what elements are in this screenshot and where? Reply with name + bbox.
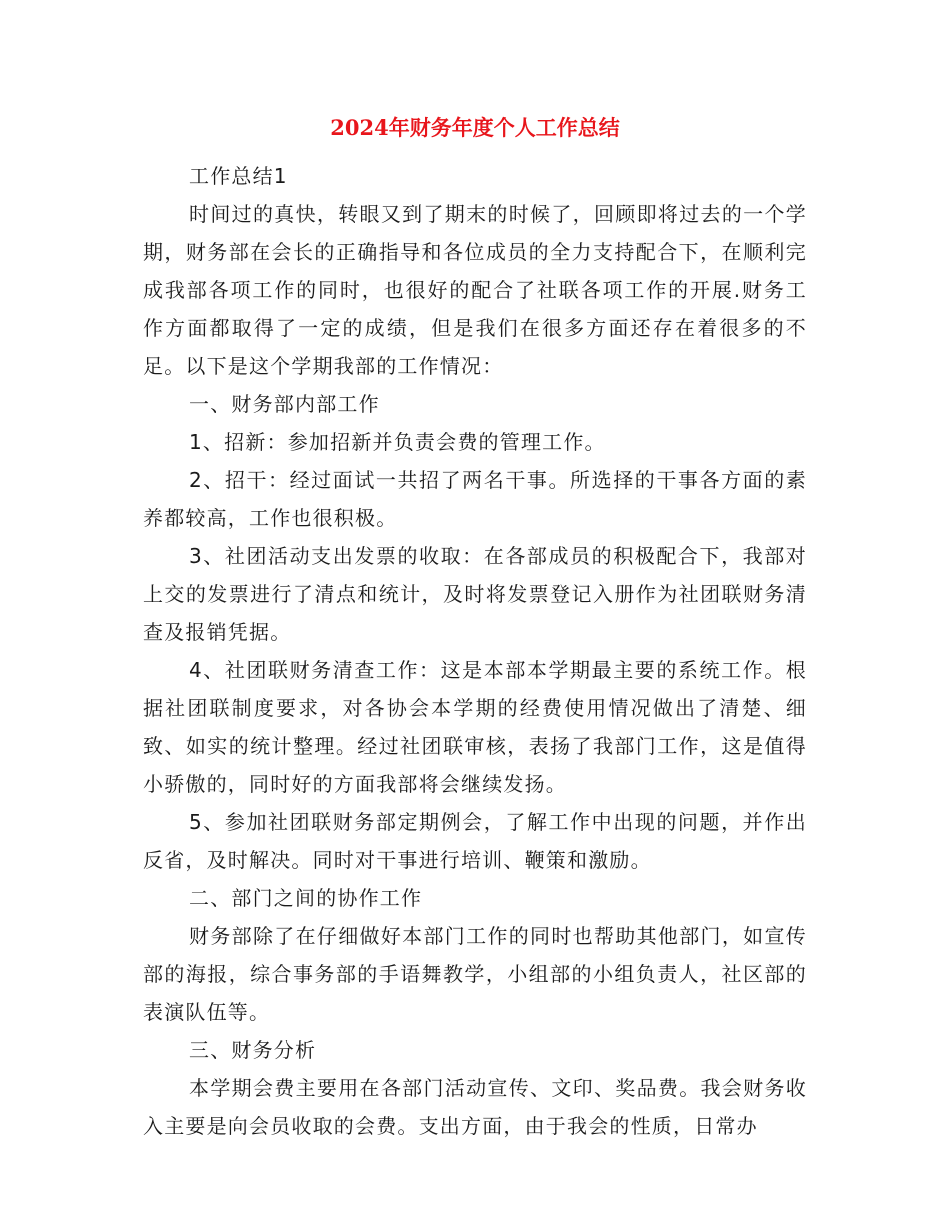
paragraph: 财务部除了在仔细做好本部门工作的同时也帮助其他部门，如宣传部的海报，综合事务部的手语舞教学，小组部的小组负责人，社区部的表演队伍等。 bbox=[143, 924, 807, 1024]
paragraph: 时间过的真快，转眼又到了期末的时候了，回顾即将过去的一个学期，财务部在会长的正确指导和各位成员的全力支持配合下，在顺利完成我部各项工作的同时，也很好的配合了社联各项工作的开展.财务工作方面都取得了一定的成绩，但是我们在很多方面还存在着很多的不足。以下是这个学期我部的工作情况： bbox=[143, 202, 807, 378]
paragraph: 5、参加社团联财务部定期例会，了解工作中出现的问题，并作出反省，及时解决。同时对干事进行培训、鞭策和激励。 bbox=[143, 810, 807, 872]
document-body bbox=[143, 157, 807, 1145]
paragraph: 1、招新：参加招新并负责会费的管理工作。 bbox=[189, 430, 606, 454]
section-heading: 三、财务分析 bbox=[189, 1038, 317, 1062]
document-title: 2024年财务年度个人工作总结 bbox=[330, 115, 620, 140]
section-heading: 工作总结1 bbox=[189, 164, 288, 188]
paragraph: 3、社团活动支出发票的收取：在各部成员的积极配合下，我部对上交的发票进行了清点和统计，及时将发票登记入册作为社团联财务清查及报销凭据。 bbox=[143, 544, 807, 644]
section-heading: 一、财务部内部工作 bbox=[189, 392, 380, 416]
paragraph: 本学期会费主要用在各部门活动宣传、文印、奖品费。我会财务收入主要是向会员收取的会费。支出方面，由于我会的性质，日常办 bbox=[143, 1076, 807, 1138]
paragraph: 2、招干：经过面试一共招了两名干事。所选择的干事各方面的素养都较高，工作也很积极。 bbox=[143, 468, 807, 530]
paragraph: 4、社团联财务清查工作：这是本部本学期最主要的系统工作。根据社团联制度要求，对各协会本学期的经费使用情况做出了清楚、细致、如实的统计整理。经过社团联审核，表扬了我部门工作，这是值得小骄傲的，同时好的方面我部将会继续发扬。 bbox=[143, 658, 807, 796]
section-heading: 二、部门之间的协作工作 bbox=[189, 886, 423, 910]
